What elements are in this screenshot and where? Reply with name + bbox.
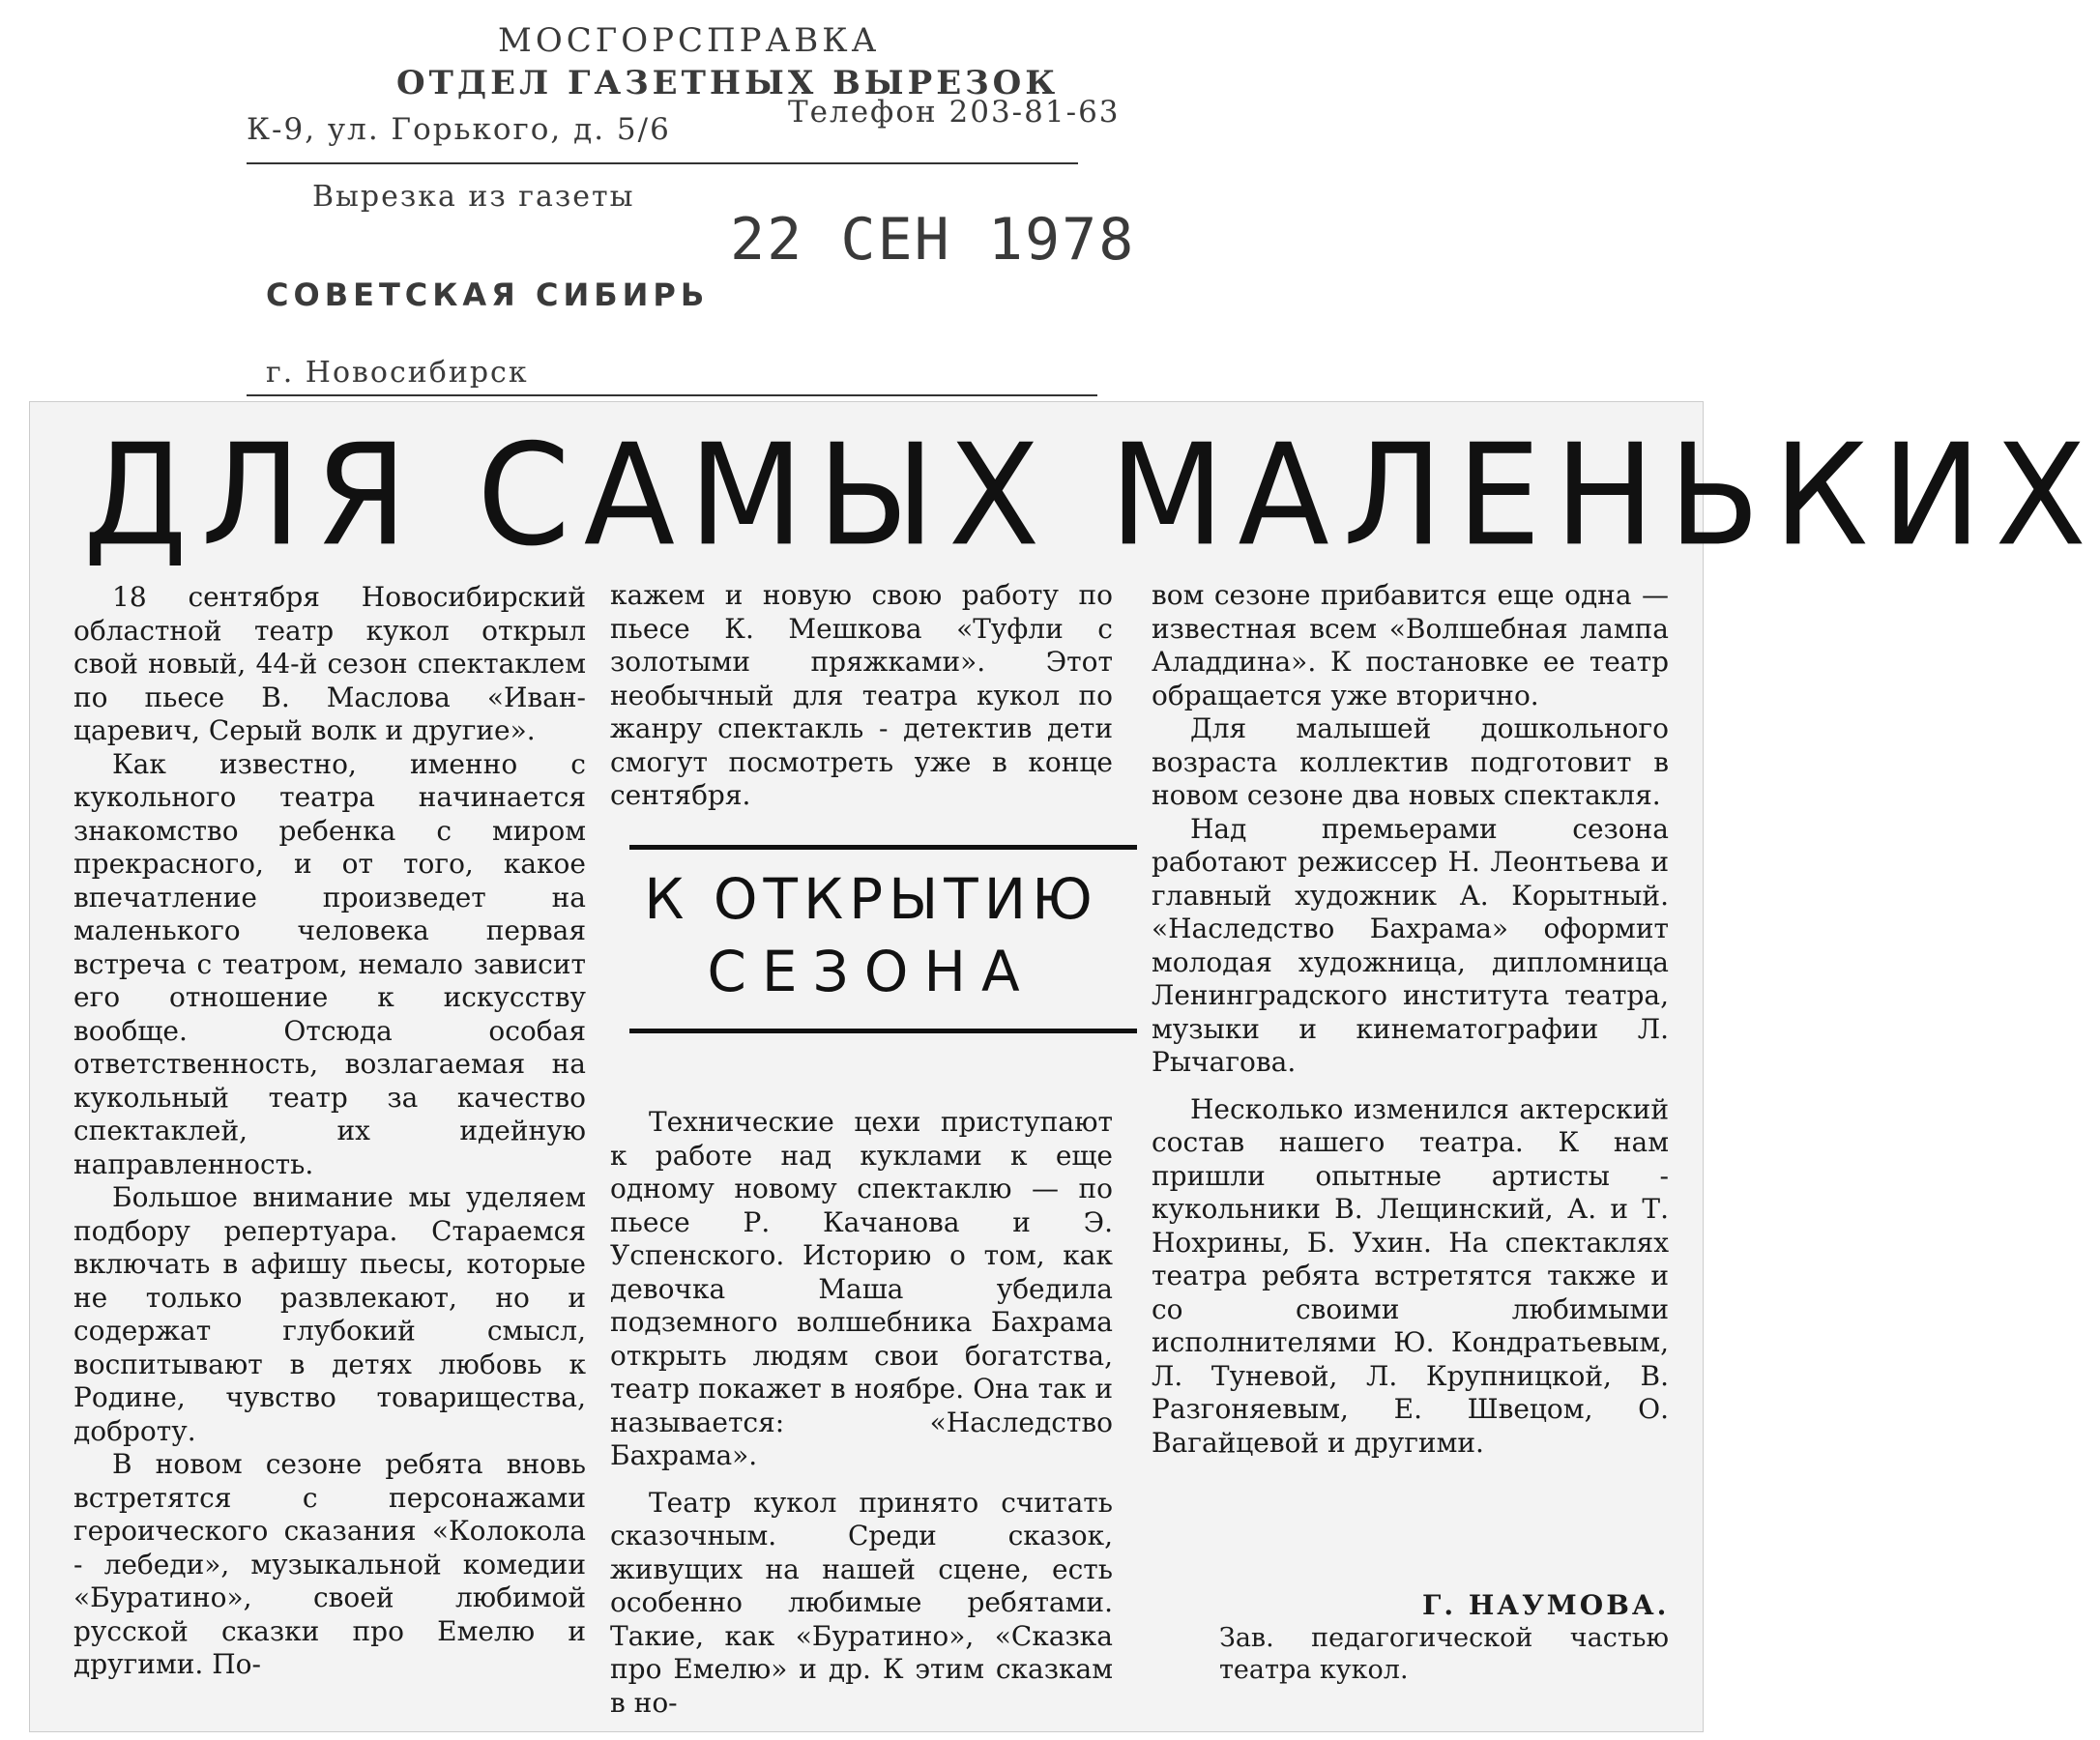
subhead-rule-bottom [629,1029,1137,1033]
paragraph: вом сезоне прибавится еще одна — известная всем «Волшебная лампа Аладдина». К постановке ее театр обращается уже вторично. [1152,579,1669,711]
subhead-rule-top [629,845,1137,850]
author-signature: Г. НАУМОВА. [1422,1589,1670,1621]
author-role: Зав. педагогической частью театра кукол. [1219,1623,1669,1685]
article-column-2-top [610,579,1113,813]
stamp-org: МОСГОРСПРАВКА [498,21,881,60]
subhead-line-1: К ОТКРЫТИЮ [644,866,1098,932]
stamp-clip-label: Вырезка из газеты [312,180,635,214]
stamp-divider [247,162,1078,164]
article-column-3 [1152,579,1669,1460]
paragraph: Над премьерами сезона работают режиссер Н. Леонтьева и главный художник А. Корытный. «Наследство Бахрама» оформит молодая художница, дипломница Ленинградского института театра, музыки и кинематографии Л. Рычагова. [1152,812,1669,1078]
stamp-address: К-9, ул. Горького, д. 5/6 [247,112,671,147]
article-column-2 [610,1106,1113,1720]
paragraph: Театр кукол принято считать сказочным. Среди сказок, живущих на нашей сцене, есть особенно любимые ребятами. Такие, как «Буратино», «Сказка про Емелю» и др. К этим сказкам в но- [610,1486,1113,1719]
newspaper-clipping [29,401,2100,1732]
stamp-department: ОТДЕЛ ГАЗЕТНЫХ ВЫРЕЗОК [396,64,1060,102]
paragraph: В новом сезоне ребята вновь встретятся с персонажами героического сказания «Колокола - лебеди», музыкальной комедии «Буратино», своей любимой русской сказки про Емелю и другими. По- [73,1448,586,1680]
paragraph: Для малышей дошкольного возраста коллектив подготовит в новом сезоне два новых спектакля. [1152,712,1669,811]
paragraph: Несколько изменился актерский состав нашего театра. К нам пришли опытные артисты - кукольники В. Лещинский, А. и Т. Нохрины, Б. Ухин. На спектаклях театра ребята встретятся также и со своими любимыми исполнителями Ю. Кондратьевым, Л. Туневой, Л. Крупницкой, В. Разгоняевым, Е. Швецом, О. Вагайцевой и другими. [1152,1092,1669,1459]
archive-stamp [247,17,1136,399]
stamp-divider [247,394,1097,396]
paragraph: 18 сентября Новосибирский областной театр кукол открыл свой новый, 44-й сезон спектаклем по пьесе В. Маслова «Иван-царевич, Серый волк и другие». [73,581,586,746]
paragraph: Большое внимание мы уделяем подбору репертуара. Стараемся включать в афишу пьесы, которые не только развлекают, но и содержат глубокий смысл, воспитывают в детях любовь к Родине, чувство товарищества, доброту. [73,1181,586,1447]
stamp-date: 22 СЕН 1978 [730,206,1136,274]
subhead-line-2: СЕЗОНА [707,939,1035,1004]
stamp-newspaper: СОВЕТСКАЯ СИБИРЬ [266,276,710,313]
stamp-city: г. Новосибирск [266,356,529,390]
paragraph: Как известно, именно с кукольного театра начинается знакомство ребенка с миром прекрасного, и от того, какое впечатление произведет на маленького человека первая встреча с театром, немало зависит его отношение к искусству вообще. Отсюда особая ответственность, возлагаемая на кукольный театр за качество спектаклей, их идейную направленность. [73,747,586,1180]
paragraph: Технические цехи приступают к работе над куклами к еще одному новому спектаклю — по пьесе Р. Качанова и Э. Успенского. Историю о том, как девочка Маша убедила подземного волшебника Бахрама открыть людям свои богатства, театр покажет в ноябре. Она так и называется: «Наследство Бахрама». [610,1106,1113,1471]
article-column-1 [73,581,586,1682]
article-headline: ДЛЯ САМЫХ МАЛЕНЬКИХ [83,413,2100,577]
paragraph: кажем и новую свою работу по пьесе К. Мешкова «Туфли с золотыми пряжками». Этот необычный для театра кукол по жанру спектакль - детектив дети смогут посмотреть уже в конце сентября. [610,579,1113,811]
stamp-phone: Телефон 203-81-63 [788,95,1121,130]
